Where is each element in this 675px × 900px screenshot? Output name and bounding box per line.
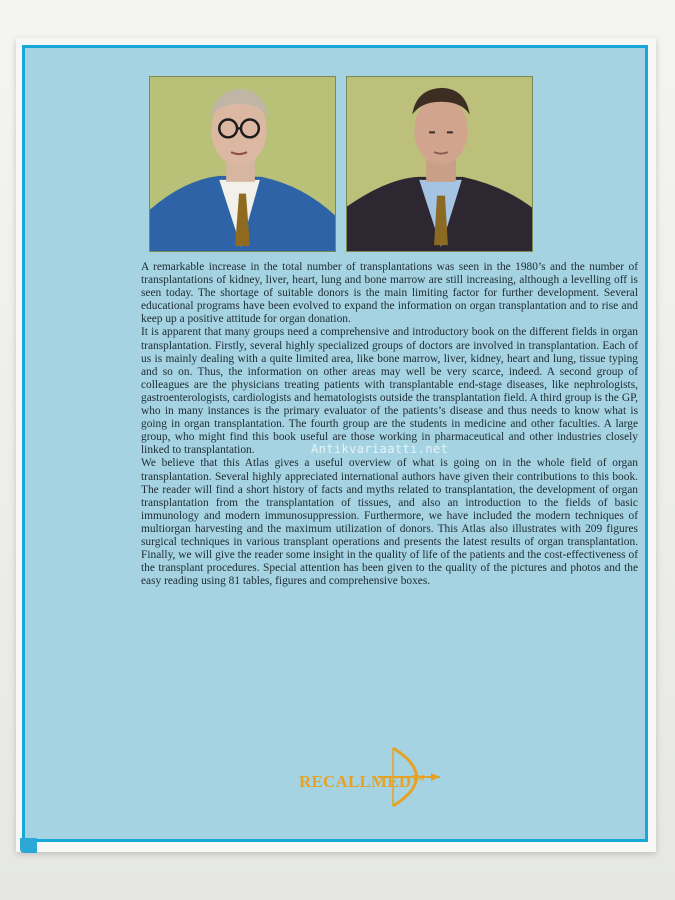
publisher-name	[299, 772, 425, 792]
watermark-text: Antikvariaatti.net	[311, 442, 449, 456]
portrait-illustration-right	[347, 77, 532, 251]
trademark-mark: TM	[411, 773, 425, 783]
book-corner-tab	[20, 838, 37, 853]
author-portrait-right	[346, 76, 533, 252]
cover-panel	[22, 45, 648, 842]
back-cover-description	[141, 261, 638, 588]
paragraph-2: It is apparent that many groups need a comprehensive and introductory book on the different fields in organ transplantation. Firstly, several highly specialized groups of doctors are involved in transplantation. Each of us is mainly dealing with a quite limited area, like bone marrow, liver, kidney, heart and lung, tissue typing and so on. Thus, the information on other areas may well be very scarce, indeed. A second group of colleagues are the physicians treating patients with transplantable end-stage diseases, like nephrologists, gastroenterologists, cardiologists and hematologists outside the transplantation field. A third group is the GP, who in many instances is the primary evaluator of the patients’s disease and thus needs to know what is going in organ transplantation. The fourth group are the students in medicine and other faculties. A large group, who might find this book useful are those working in pharmaceutical and other industries closely linked to transplantation.	[141, 326, 638, 457]
publisher-wordmark: RECALLMED	[299, 772, 412, 791]
paragraph-1: A remarkable increase in the total number of transplantations was seen in the 1980’s and the number of transplantations of kidney, liver, heart, lung and bone marrow are still increasing, although a levelling off is seen today. The shortage of suitable donors is the main limiting factor for further development. Several educational programs have been evolved to expand the information on organ transplantation and to rise and keep up a positive attitude for organ donation.	[141, 261, 638, 326]
publisher-logo	[275, 742, 465, 812]
portrait-illustration-left	[150, 77, 335, 251]
paragraph-3: We believe that this Atlas gives a useful overview of what is going on in the whole field of organ transplantation. Several highly appreciated international authors have given their contributions to this book. The reader will find a short history of facts and myths related to transplantation, the development of organ transplantation from the transplantation of tissues, and also an introduction to the fields of basic immunology and modern immunosuppression. Furthermore, we have included the modern techniques of multiorgan harvesting and the maximum utilization of donors. This Atlas also illustrates with 209 figures surgical techniques in various transplant operations and presents the latest results of organ transplantation. Finally, we will give the reader some insight in the quality of life of the patients and the cost-effectiveness of the transplant procedures. Special attention has been given to the quality of the pictures and photos and the easy reading using 81 tables, figures and comprehensive boxes.	[141, 457, 638, 588]
author-portrait-left	[149, 76, 336, 252]
